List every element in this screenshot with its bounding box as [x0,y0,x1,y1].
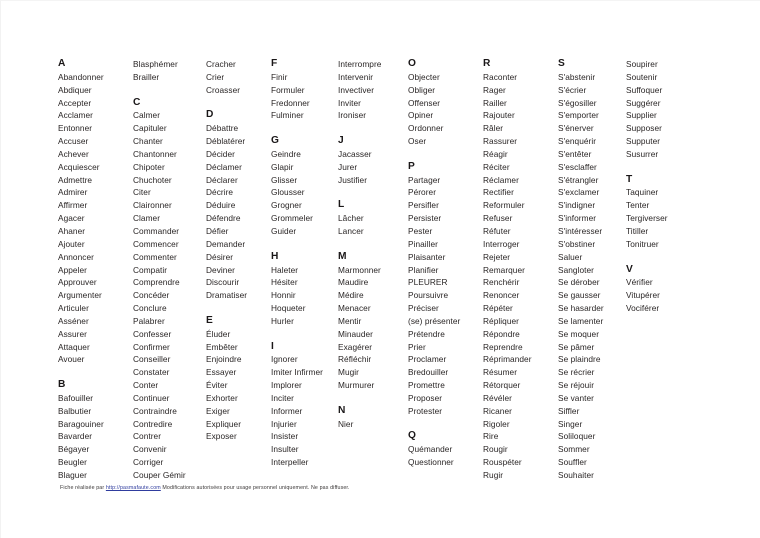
verb-entry: Pérorer [408,187,437,198]
verb-entry: Inviter [338,97,361,108]
verb-entry: Réclamer [483,174,519,185]
verb-entry: Approuver [58,277,97,288]
verb-entry: Honnir [271,290,296,301]
verb-entry: Obliger [408,84,436,95]
verb-entry: Injurier [271,418,297,429]
letter-heading: V [626,263,633,275]
verb-entry: S'exclamer [558,187,600,198]
verb-entry: S'intéresser [558,225,603,236]
verb-entry: Souffler [558,457,587,468]
verb-entry: Balbutier [58,405,92,416]
section-spacer [338,186,408,199]
verb-entry: Corriger [133,457,164,468]
verb-entry: Demander [206,238,246,249]
verb-entry: Jacasser [338,148,372,159]
verb-entry: Pinailler [408,238,438,249]
verb-entry: Poursuivre [408,290,449,301]
verb-entry: Admettre [58,174,93,185]
verb-entry: Menacer [338,303,371,314]
verb-entry: Soupirer [626,59,658,69]
verb-entry: Saluer [558,251,583,262]
verb-entry: Contredire [133,418,173,429]
verb-entry: Maudire [338,277,369,288]
verb-column [483,58,558,482]
verb-entry: Ricaner [483,405,512,416]
letter-heading: C [133,96,141,108]
verb-entry: Reprendre [483,341,523,352]
verb-entry: Débattre [206,123,239,134]
verb-entry: Planifier [408,264,439,275]
section-spacer [408,418,483,431]
verb-entry: Croasser [206,84,241,95]
verb-entry: S'enquérir [558,136,597,147]
verb-entry: Se pâmer [558,341,595,352]
verb-entry: Proclamer [408,354,447,365]
verb-entry: (se) présenter [408,315,461,326]
section-spacer [206,302,271,315]
verb-entry: Raconter [483,71,518,82]
verb-entry: Continuer [133,392,170,403]
verb-entry: Suffoquer [626,84,663,95]
verb-entry: Mentir [338,315,362,326]
verb-entry: Imiter Infirmer [271,367,323,378]
verb-entry: Protester [408,405,443,416]
section-spacer [206,97,271,110]
verb-column [206,58,271,443]
verb-entry: S'écrier [558,84,587,95]
verb-entry: Opiner [408,110,434,121]
letter-heading: G [271,135,279,147]
verb-entry: Offenser [408,97,441,108]
section-spacer [58,366,133,379]
verb-entry: Ironiser [338,110,367,121]
verb-column [271,58,338,469]
verb-entry: Admirer [58,187,88,198]
verb-entry: Conclure [133,303,167,314]
verb-entry: Questionner [408,457,454,468]
verb-entry: Commenter [133,251,177,262]
verb-entry: Déblatérer [206,136,246,147]
letter-heading: B [58,379,66,391]
verb-entry: Tonitruer [626,238,659,249]
verb-entry: S'étrangler [558,174,599,185]
verb-entry: Haleter [271,264,299,275]
letter-heading: M [338,250,347,262]
verb-entry: Blaguer [58,470,87,480]
verb-entry: Commencer [133,238,179,249]
verb-entry: Répondre [483,328,520,339]
section-spacer [271,328,338,341]
verb-entry: Constater [133,367,170,378]
verb-entry: Commander [133,225,180,236]
verb-entry: Blasphémer [133,59,178,69]
verb-entry: Se gausser [558,290,601,301]
verb-entry: Hurler [271,315,294,326]
verb-entry: S'égosiller [558,97,597,108]
verb-entry: Hésiter [271,277,298,288]
verb-entry: Soliloquer [558,431,596,442]
letter-heading: S [558,58,565,69]
verb-entry: Railler [483,97,507,108]
verb-entry: S'énerver [558,123,594,134]
letter-heading: T [626,173,633,185]
footer-credit [60,484,350,492]
verb-entry: Exagérer [338,341,373,352]
verb-entry: Persister [408,213,442,224]
verb-entry: Prétendre [408,328,445,339]
verb-entry: Répliquer [483,315,519,326]
verb-entry: Attaquer [58,341,90,352]
verb-entry: Bredouiller [408,367,449,378]
verb-entry: Essayer [206,367,237,378]
verb-entry: Se vanter [558,392,594,403]
verb-entry: Rager [483,84,506,95]
verb-entry: Rire [483,431,499,442]
verb-columns-container [58,58,748,480]
verb-entry: Siffler [558,405,580,416]
verb-entry: Avouer [58,354,85,365]
verb-entry: Insister [271,431,299,442]
verb-entry: Susurrer [626,148,659,159]
section-spacer [626,251,718,264]
verb-entry: Réfuter [483,225,511,236]
verb-entry: Se moquer [558,328,600,339]
verb-entry: Glousser [271,187,305,198]
letter-heading: J [338,135,344,147]
verb-entry: Interroger [483,238,520,249]
verb-entry: Éluder [206,328,231,339]
verb-entry: Réfléchir [338,354,372,365]
verb-entry: Abdiquer [58,84,92,95]
verb-entry: Minauder [338,328,373,339]
verb-entry: S'esclaffer [558,161,597,172]
verb-entry: Interpeller [271,457,309,468]
verb-entry: Exhorter [206,392,238,403]
verb-entry: Hoqueter [271,303,306,314]
verb-entry: Résumer [483,367,518,378]
verb-entry: Ahaner [58,225,86,236]
verb-entry: Acclamer [58,110,93,121]
section-spacer [271,238,338,251]
verb-entry: Sommer [558,444,590,455]
verb-entry: Tergiverser [626,213,668,224]
section-spacer [133,84,206,97]
verb-entry: Guider [271,225,297,236]
letter-heading: P [408,160,415,172]
verb-entry: Discourir [206,277,240,288]
verb-entry: Chipoter [133,161,165,172]
verb-entry: Deviner [206,264,235,275]
verb-entry: Décrire [206,187,234,198]
verb-entry: Contraindre [133,405,177,416]
verb-entry: Rigoler [483,418,510,429]
verb-entry: S'abstenir [558,71,596,82]
verb-entry: Ignorer [271,354,298,365]
verb-entry: Compatir [133,264,168,275]
verb-entry: Achever [58,148,89,159]
verb-entry: Souhaiter [558,470,594,480]
verb-entry: Cracher [206,59,236,69]
verb-entry: Claironner [133,200,172,211]
verb-entry: Se réjouir [558,380,595,391]
verb-entry: Murmurer [338,380,375,391]
verb-entry: Supplier [626,110,657,121]
verb-entry: Rajouter [483,110,515,121]
letter-heading: O [408,58,416,69]
verb-entry: Affirmer [58,200,88,211]
verb-entry: Exiger [206,405,230,416]
section-spacer [271,122,338,135]
verb-entry: Appeler [58,264,87,275]
verb-entry: S'indigner [558,200,596,211]
letter-heading: R [483,58,491,69]
verb-entry: Annoncer [58,251,94,262]
verb-entry: Partager [408,174,441,185]
verb-entry: Conseiller [133,354,171,365]
verb-entry: Couper Gémir [133,470,186,480]
verb-entry: Quémander [408,444,453,455]
verb-entry: Asséner [58,315,89,326]
verb-entry: Renoncer [483,290,520,301]
verb-entry: Argumenter [58,290,102,301]
verb-entry: S'obstiner [558,238,596,249]
verb-entry: Articuler [58,303,89,314]
verb-entry: Fulminer [271,110,304,121]
verb-entry: Prier [408,341,426,352]
letter-heading: A [58,58,66,69]
verb-entry: Bégayer [58,444,90,455]
verb-entry: Se dérober [558,277,600,288]
verb-entry: Râler [483,123,504,134]
verb-entry: Rugir [483,470,504,480]
verb-entry: Implorer [271,380,302,391]
verb-entry: Grommeler [271,213,313,224]
verb-entry: Expliquer [206,418,242,429]
verb-entry: Plaisanter [408,251,446,262]
verb-entry: Remarquer [483,264,525,275]
verb-entry: Médire [338,290,364,301]
verb-entry: Chantonner [133,148,177,159]
verb-entry: Réciter [483,161,510,172]
verb-column [558,58,626,482]
section-spacer [338,238,408,251]
verb-entry: Supposer [626,123,662,134]
verb-entry: Agacer [58,213,85,224]
verb-column [626,58,718,315]
verb-column [133,58,206,482]
section-spacer [338,122,408,135]
verb-entry: Conter [133,380,159,391]
verb-entry: Acquiescer [58,161,100,172]
verb-entry: Palabrer [133,315,165,326]
verb-entry: Beugler [58,457,87,468]
verb-entry: Refuser [483,213,513,224]
verb-entry: Dramatiser [206,290,248,301]
verb-entry: Bavarder [58,431,93,442]
verb-entry: Se hasarder [558,303,604,314]
verb-entry: Rassurer [483,136,518,147]
verb-entry: Geindre [271,148,301,159]
verb-entry: Inciter [271,392,294,403]
footer-suffix: Modifications autorisées pour usage personnel uniquement. Ne pas diffuser. [160,485,350,491]
verb-entry: Titiller [626,225,649,236]
verb-entry: Invectiver [338,84,375,95]
verb-entry: Réprimander [483,354,532,365]
verb-entry: Se plaindre [558,354,601,365]
verb-entry: Décider [206,148,235,159]
verb-entry: Reformuler [483,200,525,211]
verb-entry: Capituler [133,123,167,134]
verb-entry: Objecter [408,71,440,82]
section-spacer [408,148,483,161]
verb-entry: Intervenir [338,71,374,82]
verb-entry: Oser [408,136,427,147]
verb-entry: Confirmer [133,341,170,352]
verb-entry: Assurer [58,328,87,339]
verb-entry: Comprendre [133,277,180,288]
verb-entry: Rétorquer [483,380,521,391]
verb-column [58,58,133,482]
verb-entry: Défier [206,225,229,236]
verb-entry: Exposer [206,431,237,442]
verb-entry: Déclarer [206,174,238,185]
verb-entry: Accuser [58,136,89,147]
verb-entry: Promettre [408,380,445,391]
section-spacer [338,392,408,405]
verb-entry: Rouspéter [483,457,522,468]
verb-entry: Désirer [206,251,234,262]
verb-entry: Marmonner [338,264,381,275]
verb-entry: Concéder [133,290,170,301]
letter-heading: D [206,109,214,121]
verb-entry: S'entêter [558,148,592,159]
verb-entry: Baragouiner [58,418,104,429]
verb-entry: Lancer [338,225,364,236]
verb-entry: Chuchoter [133,174,172,185]
verb-entry: Déclamer [206,161,242,172]
letter-heading: H [271,250,279,262]
verb-entry: Rejeter [483,251,511,262]
verb-entry: Clamer [133,213,161,224]
verb-entry: Taquiner [626,187,659,198]
verb-entry: Se lamenter [558,315,604,326]
verb-entry: Convenir [133,444,167,455]
verb-entry: Calmer [133,110,161,121]
verb-entry: Fredonner [271,97,310,108]
verb-entry: Chanter [133,136,163,147]
verb-entry: Révéler [483,392,512,403]
verb-entry: Lâcher [338,213,364,224]
verb-entry: Grogner [271,200,302,211]
letter-heading: F [271,58,278,69]
verb-entry: Pester [408,225,433,236]
verb-entry: Accepter [58,97,92,108]
verb-entry: Ajouter [58,238,85,249]
verb-entry: Rectifier [483,187,514,198]
verb-entry: Rougir [483,444,508,455]
verb-entry: Ordonner [408,123,444,134]
verb-entry: Informer [271,405,303,416]
verb-entry: Interrompre [338,59,382,69]
verb-entry: Enjoindre [206,354,242,365]
verb-entry: Glapir [271,161,294,172]
verb-column [338,58,408,430]
verb-entry: Réagir [483,148,508,159]
verb-entry: Vitupérer [626,290,660,301]
verb-entry: Crier [206,71,225,82]
section-spacer [626,161,718,174]
verb-entry: Justifier [338,174,368,185]
verb-entry: Formuler [271,84,305,95]
verb-entry: Glisser [271,174,298,185]
verb-entry: Suggérer [626,97,661,108]
verb-entry: Mugir [338,367,359,378]
verb-entry: S'informer [558,213,597,224]
verb-entry: Citer [133,187,151,198]
verb-entry: Renchérir [483,277,520,288]
letter-heading: L [338,199,345,211]
verb-entry: Se récrier [558,367,595,378]
verb-entry: Persifler [408,200,439,211]
verb-entry: Soutenir [626,71,658,82]
verb-entry: Brailler [133,71,160,82]
verb-entry: Défendre [206,213,241,224]
verb-column [408,58,483,469]
verb-entry: Abandonner [58,71,104,82]
verb-entry: Supputer [626,136,661,147]
verb-entry: Vociférer [626,303,660,314]
verb-entry: Bafouiller [58,392,94,403]
verb-entry: Embêter [206,341,238,352]
footer-prefix: Fiche réalisée par [60,485,106,491]
letter-heading: I [271,340,274,352]
verb-entry: Éviter [206,380,228,391]
verb-entry: Nier [338,418,354,429]
verb-entry: Contrer [133,431,162,442]
verb-entry: Préciser [408,303,439,314]
verb-entry: Jurer [338,161,358,172]
letter-heading: N [338,404,346,416]
verb-entry: Répéter [483,303,513,314]
footer-source-link[interactable]: http://pasmafaute.com [105,485,161,491]
verb-entry: PLEURER [408,277,448,288]
verb-entry: Tenter [626,200,650,211]
verb-entry: Vérifier [626,277,653,288]
verb-entry: Singer [558,418,583,429]
verb-entry: Proposer [408,392,443,403]
letter-heading: Q [408,430,416,442]
verb-entry: Déduire [206,200,236,211]
verb-entry: Insulter [271,444,299,455]
verb-entry: S'emporter [558,110,599,121]
letter-heading: E [206,314,213,326]
verb-entry: Sangloter [558,264,594,275]
verb-entry: Finir [271,71,288,82]
verb-entry: Confesser [133,328,172,339]
verb-entry: Entonner [58,123,93,134]
